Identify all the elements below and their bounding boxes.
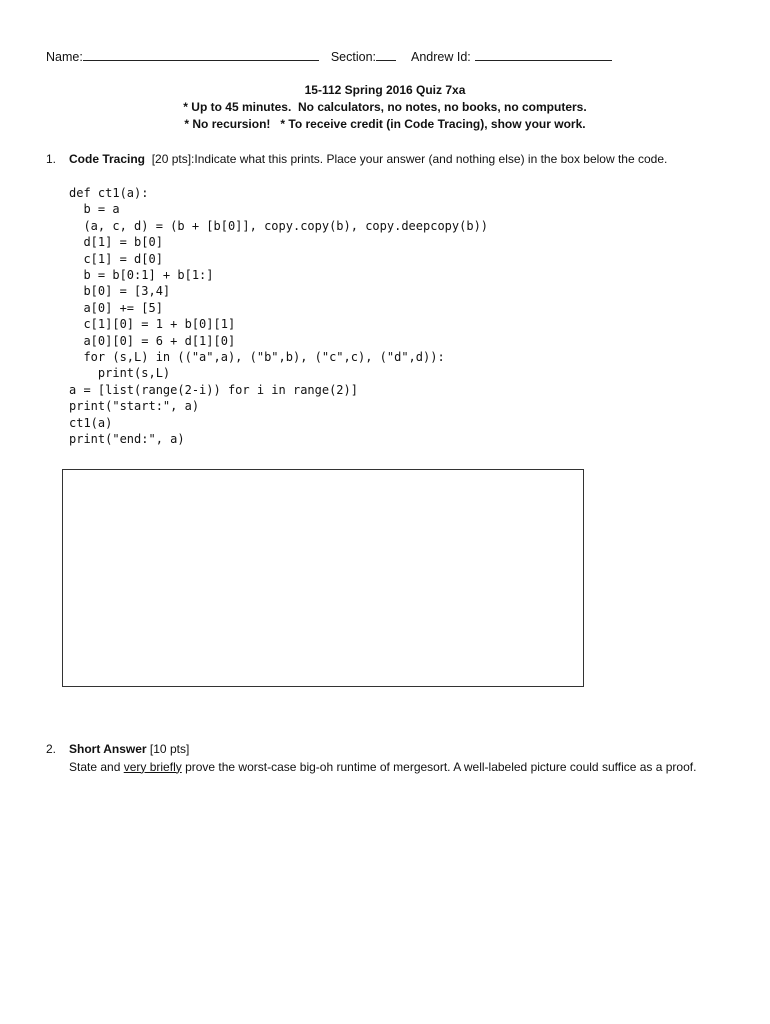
question-2-text: [69, 759, 709, 777]
code-line: c[1] = d[0]: [69, 251, 163, 266]
code-line: c[1][0] = 1 + b[0][1]: [69, 317, 236, 332]
code-line: a = [list(range(2-i)) for i in range(2)]: [69, 382, 358, 397]
code-line: for (s,L) in (("a",a), ("b",b), ("c",c), ("d",d)):: [69, 350, 445, 365]
answer-box[interactable]: [62, 469, 584, 687]
code-line: print("end:", a): [69, 432, 185, 447]
question-2-text-underlined: very briefly: [123, 759, 182, 774]
section-label: Section:: [330, 50, 376, 64]
code-line: a[0][0] = 6 + d[1][0]: [69, 333, 236, 348]
andrew-id-label: Andrew Id:: [411, 50, 471, 64]
name-blank-line[interactable]: [83, 48, 319, 61]
question-2-points: [10 pts]: [149, 742, 190, 756]
question-1-prompt: [69, 151, 667, 169]
name-label: Name:: [46, 50, 83, 64]
question-2-text-start: State and: [69, 759, 124, 774]
question-1-number: 1.: [46, 152, 57, 166]
quiz-title: 15-112 Spring 2016 Quiz 7xa: [304, 83, 466, 97]
code-line: ct1(a): [69, 415, 113, 430]
section-blank-line[interactable]: [376, 48, 396, 61]
student-info-line: [46, 48, 612, 64]
question-1-instructions: Indicate what this prints. Place your answer (and nothing else) in the box below the code.: [194, 152, 668, 166]
quiz-rules-line-1: * Up to 45 minutes. No calculators, no notes, no books, no computers.: [183, 100, 587, 114]
code-listing: [69, 185, 488, 448]
question-2-prompt: [69, 741, 709, 776]
code-line: print("start:", a): [69, 399, 200, 414]
quiz-title-block: [0, 82, 770, 133]
quiz-rules-line-2: * No recursion! * To receive credit (in Code Tracing), show your work.: [184, 117, 586, 131]
question-2-number: 2.: [46, 742, 57, 756]
question-1-heading: Code Tracing: [69, 152, 146, 166]
code-line: (a, c, d) = (b + [b[0]], copy.copy(b), copy.deepcopy(b)): [69, 218, 489, 233]
code-line: b = b[0:1] + b[1:]: [69, 268, 214, 283]
code-line: d[1] = b[0]: [69, 235, 163, 250]
question-2-text-end: prove the worst-case big-oh runtime of mergesort. A well-labeled picture could suffice as a proof.: [181, 759, 697, 774]
code-line: b = a: [69, 202, 120, 217]
question-2-heading: Short Answer: [69, 742, 147, 756]
code-line: b[0] = [3,4]: [69, 284, 171, 299]
andrew-id-blank-line[interactable]: [475, 48, 612, 61]
code-line: print(s,L): [69, 366, 171, 381]
code-line: def ct1(a):: [69, 186, 149, 200]
question-1-points: [20 pts]:: [151, 152, 195, 166]
code-line: a[0] += [5]: [69, 300, 163, 315]
